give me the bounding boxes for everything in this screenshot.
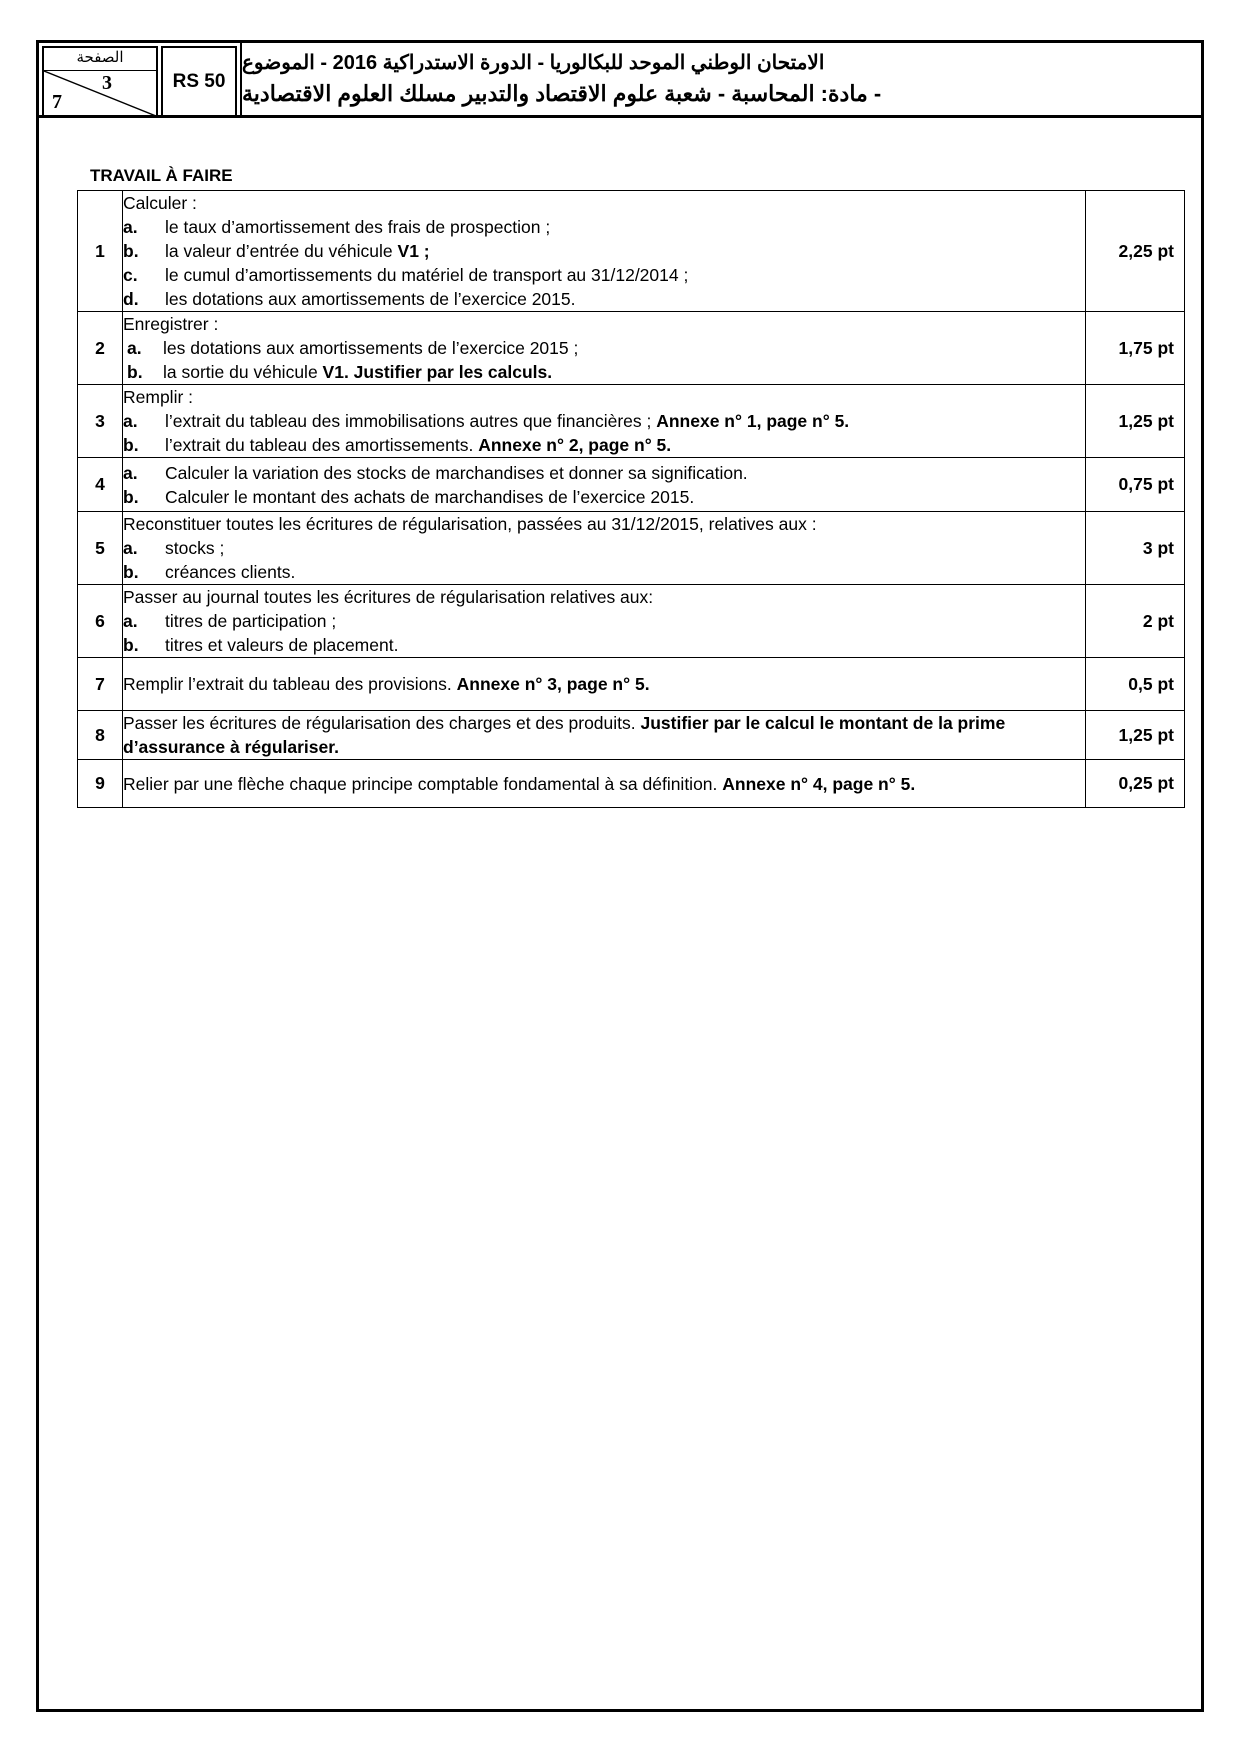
page-label: الصفحة [76, 49, 124, 66]
task-subitem [123, 215, 1085, 239]
task-points: 0,5 pt [1086, 658, 1185, 711]
task-subitem [123, 287, 1085, 311]
subitem-text-bold: V1. Justifier par les calculs. [322, 362, 553, 382]
task-points: 1,25 pt [1086, 385, 1185, 458]
task-row [78, 658, 1185, 711]
exam-header [36, 40, 1204, 118]
subitem-label: a. [123, 538, 138, 558]
task-text-plain: Relier par une flèche chaque principe comptable fondamental à sa définition. [123, 773, 723, 794]
task-subitem [123, 409, 1085, 433]
subitem-text [163, 336, 578, 360]
subitem-text-plain: les dotations aux amortissements de l’exercice 2015 ; [163, 338, 579, 358]
section-title: TRAVAIL À FAIRE [90, 166, 233, 185]
task-points: 1,75 pt [1086, 312, 1185, 385]
task-intro: Enregistrer : [123, 314, 219, 334]
task-subitem [123, 360, 1085, 384]
task-text [123, 772, 1085, 796]
subitem-text [165, 461, 748, 485]
page-number: 3 [102, 72, 112, 94]
subitem-text-plain: titres de participation ; [165, 611, 337, 631]
subitem-text [165, 485, 694, 509]
page-total: 7 [52, 91, 62, 113]
subitem-label: d. [123, 289, 139, 309]
exam-code: RS 50 [161, 46, 237, 118]
subitem-text-plain: les dotations aux amortissements de l’exercice 2015. [165, 289, 576, 309]
task-subitem [123, 609, 1085, 633]
subitem-text [165, 239, 430, 263]
task-content [123, 312, 1086, 385]
task-content [123, 711, 1086, 760]
task-content [123, 512, 1086, 585]
subitem-text-bold: V1 ; [397, 241, 430, 261]
task-row [78, 312, 1185, 385]
task-content [123, 658, 1086, 711]
task-subitem [123, 633, 1085, 657]
task-content [123, 385, 1086, 458]
task-subitem [123, 560, 1085, 584]
subitem-text-bold: Annexe n° 2, page n° 5. [478, 435, 672, 455]
subitem-label: a. [123, 462, 138, 483]
task-points: 2,25 pt [1086, 191, 1185, 312]
tasks-table [77, 190, 1185, 808]
task-number: 8 [78, 711, 123, 760]
task-number: 4 [78, 458, 123, 512]
exam-title [240, 43, 1201, 115]
subitem-label: b. [123, 635, 139, 655]
task-subitem [123, 433, 1085, 457]
title-line-2: - مادة: المحاسبة - شعبة علوم الاقتصاد والتدبير مسلك العلوم الاقتصادية [242, 81, 882, 106]
subitem-text [165, 560, 295, 584]
task-row [78, 760, 1185, 808]
task-row [78, 711, 1185, 760]
subitem-text [165, 609, 336, 633]
task-number: 5 [78, 512, 123, 585]
subitem-text-plain: Calculer le montant des achats de marchandises de l’exercice 2015. [165, 486, 695, 507]
task-row [78, 512, 1185, 585]
task-subitem [123, 536, 1085, 560]
subitem-text [165, 409, 849, 433]
task-number: 6 [78, 585, 123, 658]
task-content [123, 585, 1086, 658]
subitem-text-plain: stocks ; [165, 538, 225, 558]
task-number: 9 [78, 760, 123, 808]
page-indicator [42, 46, 158, 118]
subitem-text-plain: créances clients. [165, 562, 296, 582]
subitem-label: a. [127, 338, 142, 358]
subitem-text-plain: la valeur d’entrée du véhicule [165, 241, 398, 261]
task-subitem [123, 239, 1085, 263]
subitem-text-plain: le taux d’amortissement des frais de prospection ; [165, 217, 551, 237]
subitem-text-plain: titres et valeurs de placement. [165, 635, 399, 655]
task-number: 3 [78, 385, 123, 458]
subitem-text [165, 433, 671, 457]
task-text-bold: Annexe n° 3, page n° 5. [456, 674, 650, 694]
task-points: 2 pt [1086, 585, 1185, 658]
subitem-label: c. [123, 265, 138, 285]
subitem-text-plain: Calculer la variation des stocks de marchandises et donner sa signification. [165, 462, 748, 483]
task-subitem [123, 263, 1085, 287]
title-line-1: الامتحان الوطني الموحد للبكالوريا - الدورة الاستدراكية 2016 - الموضوع [242, 52, 825, 74]
task-row [78, 585, 1185, 658]
task-intro: Remplir : [123, 387, 194, 407]
task-text-plain: Remplir l’extrait du tableau des provisions. [123, 674, 457, 694]
subitem-text [165, 633, 398, 657]
task-points: 0,25 pt [1086, 760, 1185, 808]
task-row [78, 458, 1185, 512]
subitem-label: b. [123, 562, 139, 582]
task-number: 2 [78, 312, 123, 385]
subitem-text [163, 360, 552, 384]
subitem-label: b. [127, 362, 143, 382]
task-intro: Calculer : [123, 193, 197, 213]
subitem-text-plain: l’extrait du tableau des immobilisations autres que financières ; [165, 411, 657, 431]
subitem-text-plain: le cumul d’amortissements du matériel de transport au 31/12/2014 ; [165, 265, 689, 285]
task-subitem [123, 461, 1085, 485]
task-text-plain: Passer les écritures de régularisation des charges et des produits. [123, 713, 641, 733]
subitem-text-plain: l’extrait du tableau des amortissements. [165, 435, 479, 455]
subitem-text-bold: Annexe n° 1, page n° 5. [656, 411, 850, 431]
subitem-label: b. [123, 241, 139, 261]
subitem-text-plain: la sortie du véhicule [163, 362, 323, 382]
task-subitem [123, 485, 1085, 509]
task-subitem [123, 336, 1085, 360]
task-row [78, 191, 1185, 312]
task-text-bold: Annexe n° 4, page n° 5. [722, 773, 916, 794]
task-text-bold: Justifier par le calcul le montant de la prime d’assurance à régulariser. [123, 713, 1006, 757]
task-points: 0,75 pt [1086, 458, 1185, 512]
task-content [123, 760, 1086, 808]
task-text [123, 711, 1085, 759]
task-points: 3 pt [1086, 512, 1185, 585]
task-text [123, 672, 1085, 696]
task-row [78, 385, 1185, 458]
page-fraction [44, 70, 156, 116]
subitem-text [165, 263, 688, 287]
task-intro: Passer au journal toutes les écritures de régularisation relatives aux: [123, 587, 654, 607]
subitem-label: b. [123, 435, 139, 455]
task-intro: Reconstituer toutes les écritures de régularisation, passées au 31/12/2015, relatives aux : [123, 514, 817, 534]
task-number: 1 [78, 191, 123, 312]
subitem-text [165, 536, 224, 560]
subitem-label: b. [123, 486, 139, 507]
task-content [123, 458, 1086, 512]
task-points: 1,25 pt [1086, 711, 1185, 760]
subitem-text [165, 287, 576, 311]
subitem-text [165, 215, 550, 239]
task-number: 7 [78, 658, 123, 711]
subitem-label: a. [123, 217, 138, 237]
task-content [123, 191, 1086, 312]
subitem-label: a. [123, 411, 138, 431]
subitem-label: a. [123, 611, 138, 631]
